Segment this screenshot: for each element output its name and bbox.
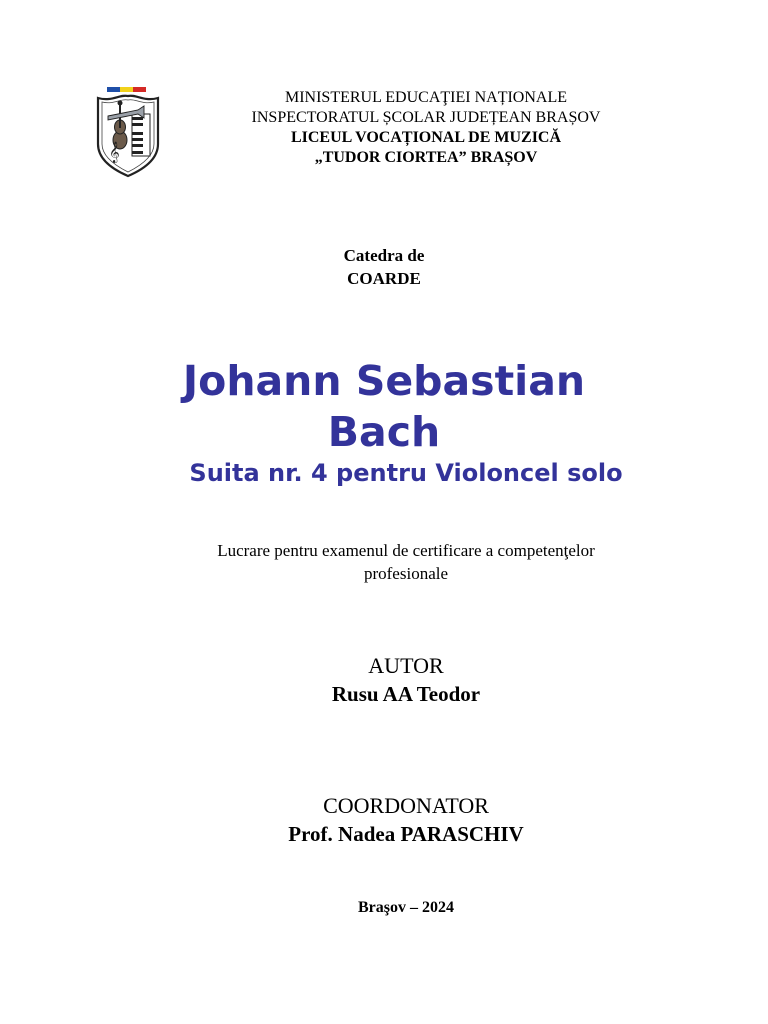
coordinator-name: Prof. Nadea PARASCHIV <box>288 822 524 846</box>
school-name-line: „TUDOR CIORTEA” BRAȘOV <box>314 149 538 166</box>
department-name: COARDE <box>347 269 421 288</box>
title-line-1: Johann Sebastian <box>182 357 586 405</box>
author-name: Rusu AA Teodor <box>331 682 481 706</box>
treble-clef-icon: 𝄞 <box>109 142 120 163</box>
inspectorate-line: INSPECTORATUL ȘCOLAR JUDEȚEAN BRAȘOV <box>251 109 601 126</box>
institution-header <box>186 88 666 168</box>
purpose-line-2: profesionale <box>363 564 449 583</box>
piano-keys <box>132 114 150 156</box>
school-crest-icon <box>92 86 164 178</box>
page-subtitle: Suita nr. 4 pentru Violoncel solo <box>189 459 623 487</box>
school-line: LICEUL VOCAȚIONAL DE MUZICĂ <box>290 129 562 146</box>
page-title <box>40 356 728 458</box>
coordinator-label: COORDONATOR <box>323 793 489 818</box>
title-line-2: Bach <box>327 408 441 456</box>
flag-blue <box>107 87 120 92</box>
place-and-year: Braşov – 2024 <box>358 899 454 916</box>
department-label: Catedra de <box>343 246 425 265</box>
department <box>0 244 768 290</box>
ministry-line: MINISTERUL EDUCAŢIEI NAȚIONALE <box>284 89 568 106</box>
author-label: AUTOR <box>368 653 444 678</box>
purpose-line-1: Lucrare pentru examenul de certificare a competenţelor <box>217 541 595 560</box>
thesis-purpose <box>40 539 768 585</box>
flag-yellow <box>120 87 133 92</box>
flag-red <box>133 87 146 92</box>
